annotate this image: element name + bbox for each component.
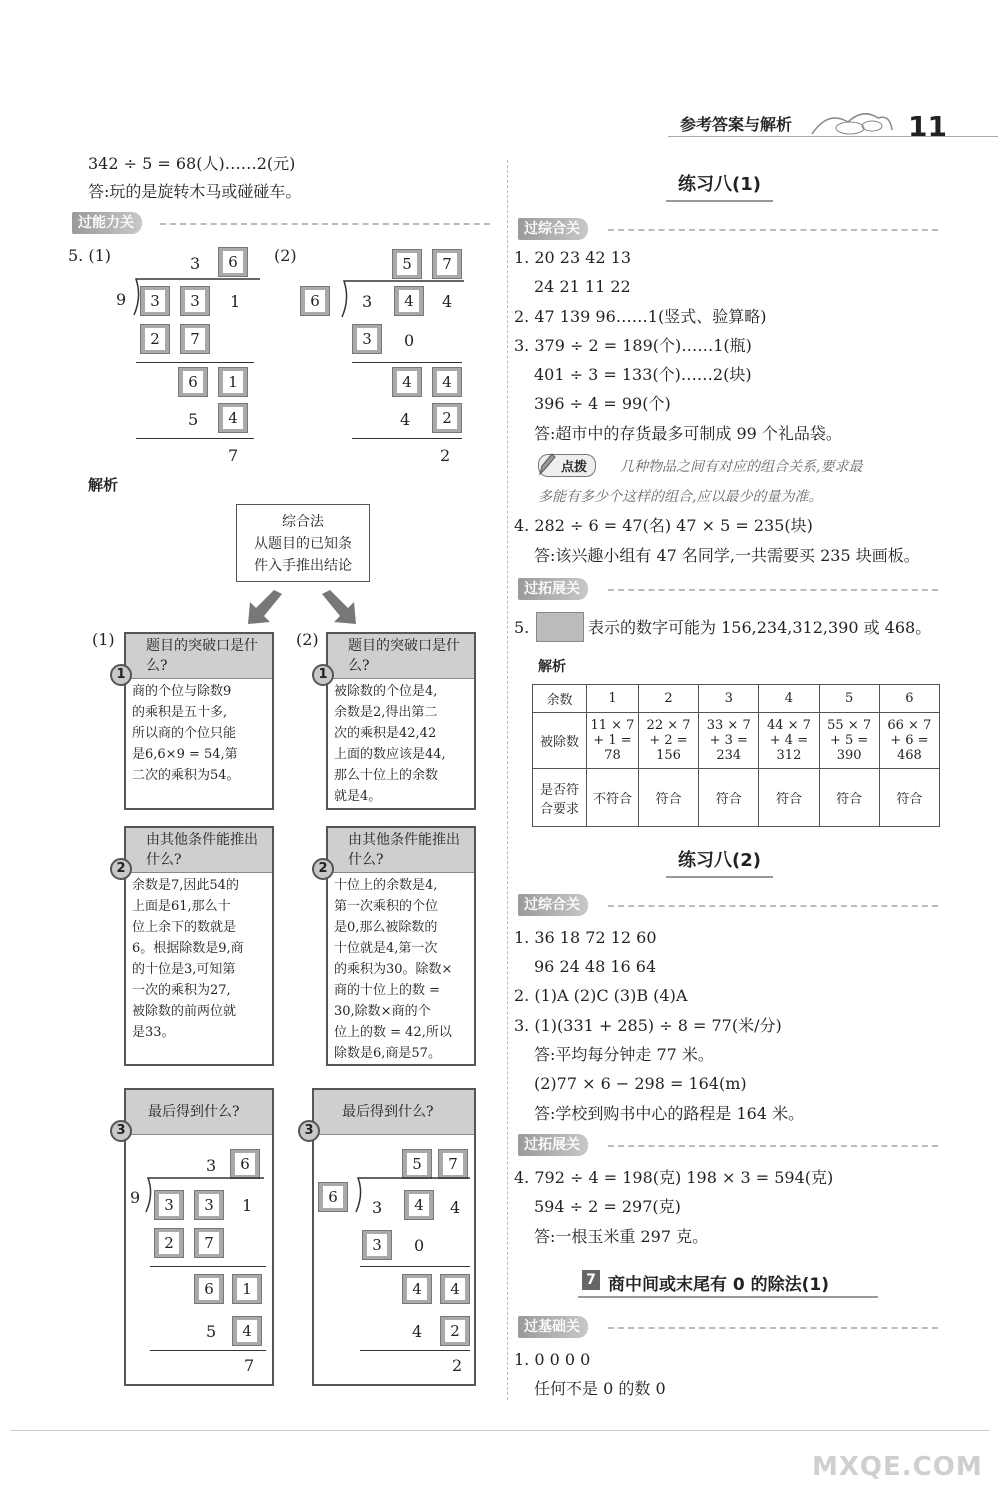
section-line bbox=[608, 905, 938, 907]
digit: 4 bbox=[442, 292, 453, 311]
answer-t1a: 1. 0 0 0 0 bbox=[514, 1350, 591, 1369]
answer-3b: 401 ÷ 3 = 133(个)……2(块) bbox=[534, 365, 752, 384]
remainder-table bbox=[532, 684, 940, 827]
digit-box: 7 bbox=[432, 249, 462, 279]
digit-box: 6 bbox=[218, 247, 248, 277]
digit-box: 6 bbox=[178, 367, 208, 397]
step-card-2-right bbox=[326, 826, 476, 1066]
divisor: 9 bbox=[116, 290, 127, 309]
card-head: 最后得到什么? bbox=[314, 1090, 474, 1135]
answer-1a: 1. 20 23 42 13 bbox=[514, 248, 632, 267]
section-tag-comprehensive: 过综合关 bbox=[518, 218, 588, 240]
arrow-right-icon bbox=[318, 590, 358, 626]
remainder: 7 bbox=[228, 446, 239, 465]
answer-1b: 24 21 11 22 bbox=[534, 277, 631, 296]
table-row: 被除数 11 × 7 + 1 = 78 22 × 7 + 2 = 156 33 × 7 + 3 = 234 44 × 7 + 4 = 312 55 × 7 + 5 = 390 66 × 7 + 6 = 468 bbox=[533, 713, 940, 769]
digit-box: 4 bbox=[432, 367, 462, 397]
section-tag-extension: 过拓展关 bbox=[518, 578, 588, 600]
remainder: 2 bbox=[440, 446, 451, 465]
section-number: 7 bbox=[582, 1270, 600, 1290]
section-line bbox=[608, 1327, 938, 1329]
digit-box: 5 bbox=[392, 249, 422, 279]
section-tag-extension-2: 过拓展关 bbox=[518, 1134, 588, 1156]
q5-label-2: (2) bbox=[274, 246, 297, 265]
answer-s1b: 96 24 48 16 64 bbox=[534, 957, 657, 976]
digit: 5 bbox=[188, 410, 199, 429]
answer-3c: 396 ÷ 4 = 99(个) bbox=[534, 394, 671, 413]
digit-box: 4 bbox=[394, 286, 424, 316]
answer-s4a: 4. 792 ÷ 4 = 198(克) 198 × 3 = 594(克) bbox=[514, 1168, 834, 1187]
section-tag-comprehensive-2: 过综合关 bbox=[518, 894, 588, 916]
method-box bbox=[236, 504, 370, 582]
card-body: 余数是7,因此54的 上面是61,那么十 位上余下的数就是 6。根据除数是9,商 的十位是3,可知第 一次的乘积为27, 被除数的前两位就 是33。 bbox=[132, 878, 244, 1040]
digit-box: 1 bbox=[218, 367, 248, 397]
digit: 3 bbox=[362, 292, 373, 311]
path-label-2: (2) bbox=[296, 630, 319, 649]
digit: 0 bbox=[404, 331, 415, 350]
header-label: 参考答案与解析 bbox=[680, 115, 793, 134]
table-row: 是否符合要求 不符合 符合 符合 符合 符合 符合 bbox=[533, 769, 940, 827]
card-head: 由其他条件能推出什么? bbox=[126, 828, 272, 873]
method-line-1: 从题目的已知条 bbox=[254, 536, 352, 552]
header-rule bbox=[668, 136, 998, 137]
card-head: 题目的突破口是什么? bbox=[328, 634, 474, 679]
step-number: 1 bbox=[110, 664, 132, 686]
tip-badge: 点拨 bbox=[538, 454, 596, 477]
q5-label: 5. (1) bbox=[68, 246, 112, 265]
answer-s4b: 594 ÷ 2 = 297(克) bbox=[534, 1197, 681, 1216]
step-card-1-left bbox=[124, 632, 274, 810]
card-body: 被除数的个位是4, 余数是2,得出第二 次的乘积是42,42 上面的数应该是44, 那么十位上的余数 就是4。 bbox=[334, 684, 446, 804]
answer-s3d: 答:学校到购书中心的路程是 164 米。 bbox=[534, 1104, 805, 1123]
digit-box: 4 bbox=[392, 367, 422, 397]
tip-text-2: 多能有多少个这样的组合,应以最少的量为准。 bbox=[538, 489, 823, 505]
answer-5: 表示的数字可能为 156,234,312,390 或 468。 bbox=[588, 618, 932, 637]
step-card-1-right bbox=[326, 632, 476, 810]
footer-rule bbox=[10, 1430, 990, 1431]
digit-box: 3 bbox=[140, 286, 170, 316]
answer-3d: 答:超市中的存货最多可制成 99 个礼品袋。 bbox=[534, 424, 842, 443]
answer-s1a: 1. 36 18 72 12 60 bbox=[514, 928, 657, 947]
exercise-title-8-1: 练习八(1) bbox=[666, 170, 773, 202]
answer-2: 2. 47 139 96……1(竖式、验算略) bbox=[514, 307, 767, 326]
answer-4b: 答:该兴趣小组有 47 名同学,一共需要买 235 块画板。 bbox=[534, 546, 920, 565]
section-tag-basic: 过基础关 bbox=[518, 1316, 588, 1338]
digit: 4 bbox=[400, 410, 411, 429]
column-divider bbox=[507, 160, 508, 1400]
exercise-title-8-2: 练习八(2) bbox=[666, 846, 773, 878]
card-body: 商的个位与除数9 的乘积是五十多, 所以商的个位只能 是6,6×9 = 54,第 二次的乘积为54。 bbox=[132, 684, 240, 783]
section-7-title: 商中间或末尾有 0 的除法(1) bbox=[608, 1275, 830, 1295]
step-number: 1 bbox=[312, 664, 334, 686]
table-row: 余数 1 2 3 4 5 6 bbox=[533, 685, 940, 713]
watermark: MXQE.COM bbox=[812, 1452, 983, 1482]
digit: 3 bbox=[190, 254, 201, 273]
step-number: 2 bbox=[110, 858, 132, 880]
digit: 1 bbox=[230, 292, 241, 311]
digit-box: 3 bbox=[352, 324, 382, 354]
step-card-2-left bbox=[124, 826, 274, 1066]
answer-s3b: 答:平均每分钟走 77 米。 bbox=[534, 1045, 714, 1064]
answer-s2: 2. (1)A (2)C (3)B (4)A bbox=[514, 986, 688, 1005]
analysis-label-right: 解析 bbox=[538, 659, 566, 675]
pencil-icon bbox=[536, 452, 556, 476]
answer-s3a: 3. (1)(331 + 285) ÷ 8 = 77(米/分) bbox=[514, 1016, 782, 1035]
digit-box: 2 bbox=[432, 403, 462, 433]
step-number: 3 bbox=[110, 1120, 132, 1142]
answer-s4c: 答:一根玉米重 297 克。 bbox=[534, 1227, 709, 1246]
rule bbox=[352, 438, 462, 439]
digit-box: 2 bbox=[140, 324, 170, 354]
digit-box: 3 bbox=[180, 286, 210, 316]
section-line bbox=[608, 1145, 938, 1147]
left-line-1: 342 ÷ 5 = 68(人)……2(元) bbox=[88, 154, 296, 173]
section-line bbox=[608, 229, 938, 231]
method-title: 综合法 bbox=[282, 514, 324, 530]
blank-box bbox=[536, 612, 584, 642]
card-head: 由其他条件能推出什么? bbox=[328, 828, 474, 873]
tip-text-1: 几种物品之间有对应的组合关系,要求最 bbox=[620, 459, 863, 475]
page-number: 11 bbox=[908, 110, 947, 143]
rule bbox=[136, 362, 254, 363]
section-line bbox=[160, 223, 490, 225]
analysis-label: 解析 bbox=[88, 476, 119, 494]
step-number: 2 bbox=[312, 858, 334, 880]
section-line bbox=[608, 589, 938, 591]
answer-5-num: 5. bbox=[514, 618, 530, 637]
answer-s3c: (2)77 × 6 − 298 = 164(m) bbox=[534, 1074, 747, 1093]
path-label-1: (1) bbox=[92, 630, 115, 649]
step-number: 3 bbox=[298, 1120, 320, 1142]
title-rule bbox=[578, 1296, 878, 1298]
arrow-left-icon bbox=[246, 590, 286, 626]
card-head: 题目的突破口是什么? bbox=[126, 634, 272, 679]
card-head: 最后得到什么? bbox=[126, 1090, 272, 1135]
answer-t1b: 任何不是 0 的数 0 bbox=[534, 1379, 666, 1398]
answer-4a: 4. 282 ÷ 6 = 47(名) 47 × 5 = 235(块) bbox=[514, 516, 813, 535]
card-body: 十位上的余数是4, 第一次乘积的个位 是0,那么被除数的 十位就是4,第一次 的乘积为30。除数× 商的十位上的数 = 30,除数×商的个 位上的数 = 42,所以 除数是6,商是57。 bbox=[334, 878, 453, 1061]
rule bbox=[352, 362, 462, 363]
header-decoration bbox=[808, 104, 893, 138]
digit-box: 6 bbox=[300, 286, 330, 316]
left-line-2: 答:玩的是旋转木马或碰碰车。 bbox=[88, 182, 302, 201]
answer-3a: 3. 379 ÷ 2 = 189(个)……1(瓶) bbox=[514, 336, 752, 355]
section-tag-ability: 过能力关 bbox=[72, 212, 142, 234]
rule bbox=[136, 438, 254, 439]
method-line-2: 件入手推出结论 bbox=[254, 558, 352, 574]
digit-box: 4 bbox=[218, 403, 248, 433]
digit-box: 7 bbox=[180, 324, 210, 354]
